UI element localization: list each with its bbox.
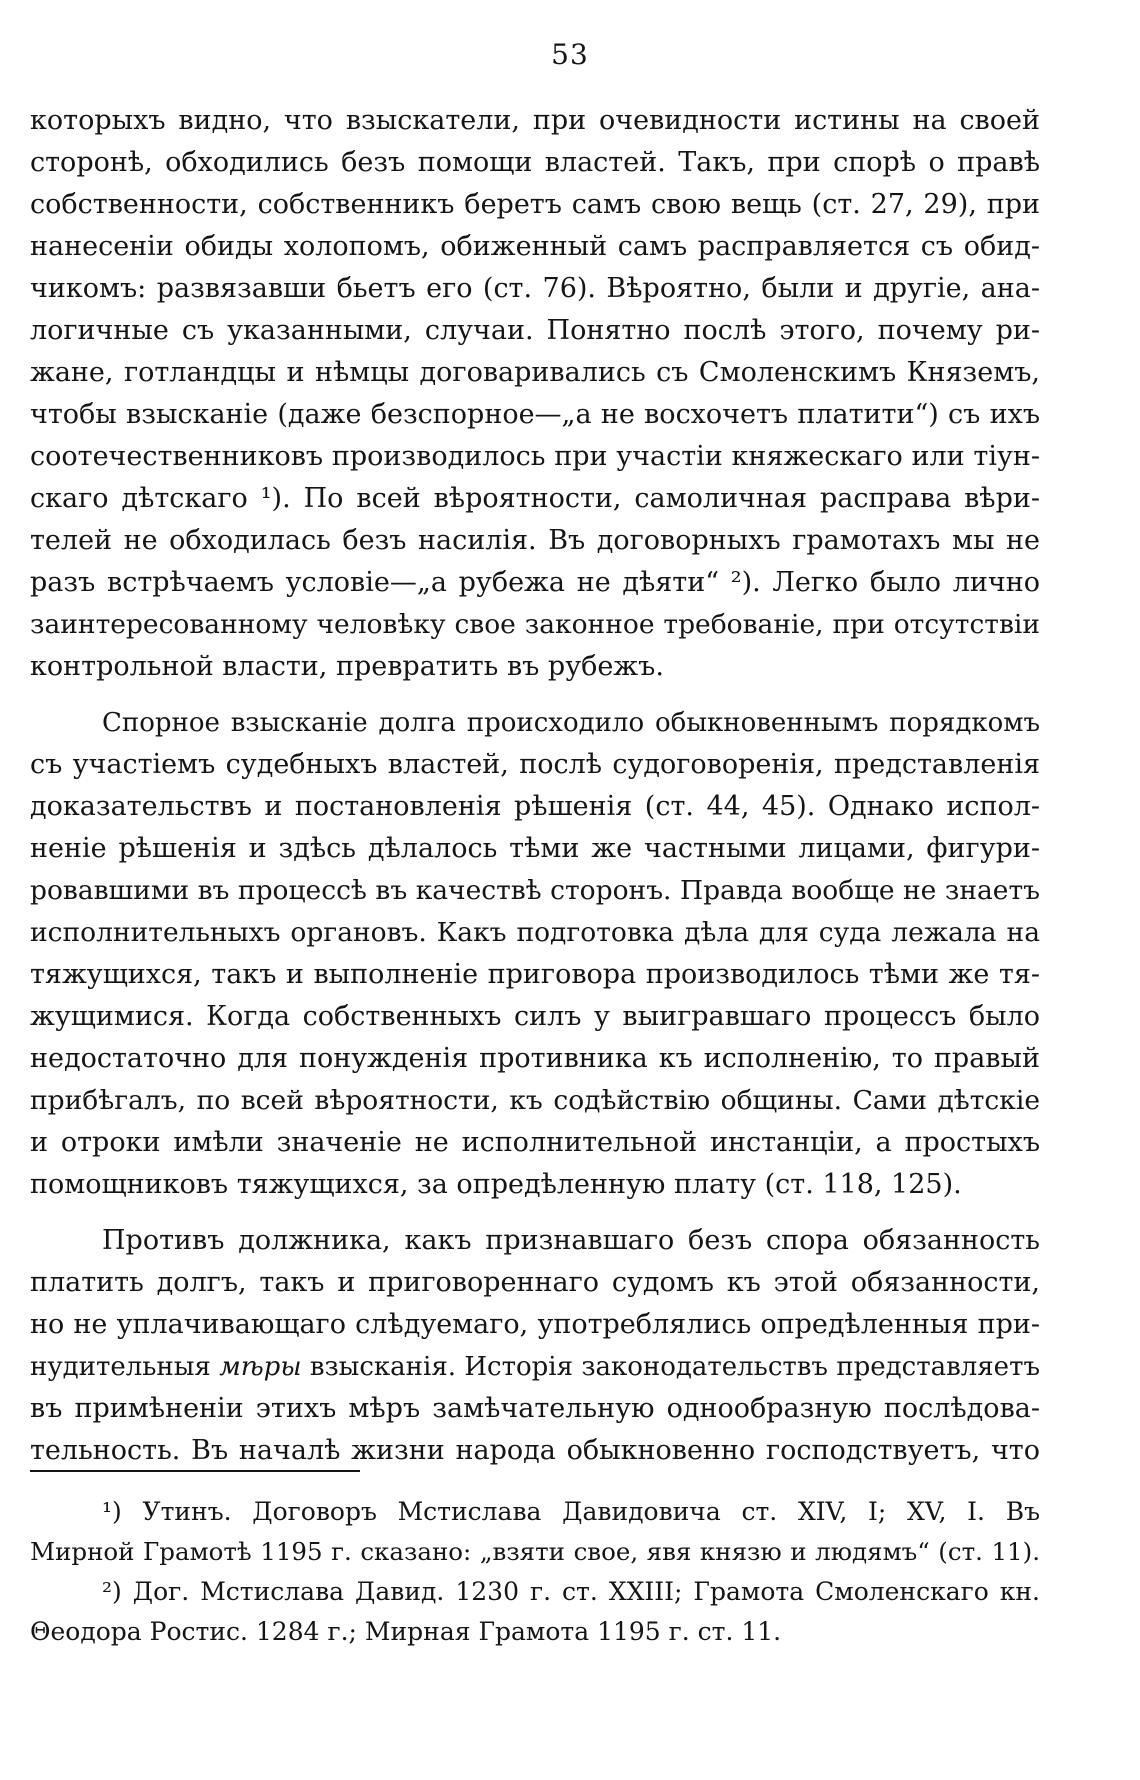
- text-line: и отроки имѣли значеніе не исполнительной инстанціи, а простыхъ: [30, 1127, 1040, 1158]
- footnote-divider: [30, 1470, 360, 1472]
- text-line: Спорное взысканіе долга происходило обыкновеннымъ порядкомъ: [102, 708, 1040, 738]
- body-text: [30, 100, 1040, 1472]
- paragraph-gap: [30, 1206, 1040, 1220]
- text-line: Противъ должника, какъ признавшаго безъ спора обязанность: [102, 1225, 1040, 1256]
- text-segment: взысканія. Исторія законодательствъ представляетъ: [301, 1352, 1040, 1382]
- text-line: недостаточно для понужденія противника къ исполненію, то правый: [30, 1043, 1040, 1074]
- text-line: исполнительныхъ органовъ. Какъ подготовка дѣла для суда лежала на: [30, 917, 1040, 948]
- text-line: платить долгъ, такъ и приговореннаго судомъ къ этой обязанности,: [30, 1267, 1040, 1298]
- text-line: ровавшими въ процессѣ въ качествѣ сторонъ. Правда вообще не знаетъ: [30, 875, 1040, 906]
- text-line: помощниковъ тяжущихся, за опредѣленную плату (ст. 118, 125).: [30, 1169, 962, 1200]
- text-line: прибѣгалъ, по всей вѣроятности, къ содѣйствію общины. Сами дѣтскіе: [30, 1085, 1040, 1116]
- text-line: логичные съ указанными, случаи. Понятно послѣ этого, почему ри-: [30, 315, 1040, 346]
- text-line: контрольной власти, превратить въ рубежъ.: [30, 651, 664, 682]
- footnote-line: ²) Дог. Мстислава Давид. 1230 г. ст. XXIII; Грамота Смоленскаго кн.: [102, 1577, 1040, 1606]
- text-line: заинтересованному человѣку свое законное требованіе, при отсутствіи: [30, 609, 1040, 640]
- text-line: жане, готландцы и нѣмцы договаривались съ Смоленскимъ Княземъ,: [30, 357, 1040, 388]
- text-line: но не уплачивающаго слѣдуемаго, употреблялись опредѣленныя при-: [30, 1309, 1040, 1340]
- text-line: въ примѣненіи этихъ мѣръ замѣчательную однообразную послѣдова-: [30, 1393, 1040, 1424]
- text-line: чтобы взысканіе (даже безспорное—„а не восхочетъ платити“) съ ихъ: [30, 399, 1040, 430]
- text-line: телей не обходилась безъ насилія. Въ договорныхъ грамотахъ мы не: [30, 525, 1040, 556]
- paragraph-2: [30, 702, 1040, 1206]
- text-line: тельность. Въ началѣ жизни народа обыкновенно господствуетъ, что: [30, 1435, 1040, 1466]
- text-line: съ участіемъ судебныхъ властей, послѣ судоговоренія, представленія: [30, 749, 1040, 780]
- paragraph-3: [30, 1220, 1040, 1472]
- paragraph-gap: [30, 688, 1040, 702]
- text-line: доказательствъ и постановленія рѣшенія (ст. 44, 45). Однако испол-: [30, 791, 1040, 822]
- footnote-line: ¹) Утинъ. Договоръ Мстислава Давидовича ст. XIV, I; XV, I. Въ: [102, 1497, 1040, 1526]
- text-line: жущимися. Когда собственныхъ силъ у выигравшаго процессъ было: [30, 1001, 1040, 1032]
- text-line: сторонѣ, обходились безъ помощи властей. Такъ, при спорѣ о правѣ: [30, 147, 1040, 178]
- text-line: скаго дѣтскаго ¹). По всей вѣроятности, самоличная расправа вѣри-: [30, 483, 1040, 514]
- text-line: которыхъ видно, что взыскатели, при очевидности истины на своей: [30, 105, 1040, 136]
- text-line: соотечественниковъ производилось при участіи княжескаго или тіун-: [30, 441, 1040, 472]
- footnote-line: Θеодора Ростис. 1284 г.; Мирная Грамота 1195 г. ст. 11.: [30, 1617, 782, 1646]
- page-number: 53: [551, 38, 589, 71]
- text-line: разъ встрѣчаемъ условіе—„а рубежа не дѣяти“ ²). Легко было лично: [30, 567, 1040, 598]
- text-segment: нудительныя: [30, 1352, 220, 1382]
- paragraph-1: [30, 100, 1040, 688]
- text-line: собственности, собственникъ беретъ самъ свою вещь (ст. 27, 29), при: [30, 189, 1040, 220]
- text-line: неніе рѣшенія и здѣсь дѣлалось тѣми же частными лицами, фигури-: [30, 833, 1040, 864]
- footnote-line: Мирной Грамотѣ 1195 г. сказано: „взяти свое, явя князю и людямъ“ (ст. 11).: [30, 1537, 1040, 1566]
- text-line: чикомъ: развязавши бьетъ его (ст. 76). Вѣроятно, были и другіе, ана-: [30, 273, 1040, 304]
- emphasized-word: мѣры: [219, 1352, 302, 1382]
- text-line: тяжущихся, такъ и выполненіе приговора производилось тѣми же тя-: [30, 959, 1040, 990]
- text-line-with-emphasis: [30, 1346, 1040, 1388]
- text-line: нанесеніи обиды холопомъ, обиженный самъ расправляется съ обид-: [30, 231, 1040, 262]
- footnotes: [30, 1492, 1040, 1652]
